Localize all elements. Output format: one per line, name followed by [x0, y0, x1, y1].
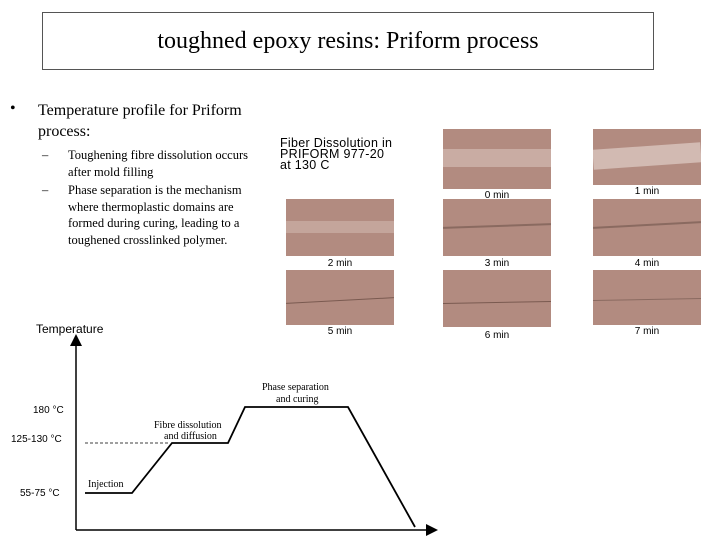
caption-1min: 1 min: [634, 186, 660, 197]
photo-4min: [593, 199, 701, 256]
caption-3min: 3 min: [484, 258, 510, 269]
photo-2min: [286, 199, 394, 256]
figure-title-line: PRIFORM 977-20: [280, 147, 385, 161]
caption-5min: 5 min: [327, 326, 353, 337]
subpoint-text: Toughening fibre dissolution occurs after mold filling: [68, 148, 248, 179]
bullet-heading: Temperature profile for Priform process:: [38, 102, 242, 140]
caption-7min: 7 min: [634, 326, 660, 337]
sub-dash: –: [42, 148, 49, 162]
figure-title-line: Fiber Dissolution in: [280, 136, 393, 150]
stage-label-dissolution-1: Fibre dissolution: [154, 420, 222, 431]
subpoint-text: Phase separation is the mechanism where thermoplastic domains are formed during curing, leading to a toughened crosslinked polymer.: [68, 183, 242, 247]
caption-4min: 4 min: [634, 258, 660, 269]
photo-3min: [443, 199, 551, 256]
caption-2min: 2 min: [327, 258, 353, 269]
slide-title: toughned epoxy resins: Priform process: [157, 27, 539, 54]
stage-label-dissolution-2: and diffusion: [164, 431, 217, 442]
temp-label-180: 180 °C: [33, 405, 64, 416]
photo-7min: [593, 270, 701, 325]
temp-label-55-75: 55-75 °C: [20, 488, 60, 499]
stage-label-phase-1: Phase separation: [262, 382, 329, 393]
bullet-symbol: •: [10, 100, 16, 117]
stage-label-phase-2: and curing: [276, 394, 319, 405]
figure-title: [280, 138, 392, 171]
caption-0min: 0 min: [484, 190, 510, 201]
photo-1min: [593, 129, 701, 185]
figure-title-line: at 130 C: [280, 158, 330, 172]
sub-dash: –: [42, 183, 49, 197]
y-axis-label: Temperature: [36, 322, 104, 336]
temp-label-125-130: 125-130 °C: [11, 434, 62, 445]
caption-6min: 6 min: [484, 330, 510, 341]
title-box: [42, 12, 654, 70]
photo-0min: [443, 129, 551, 189]
temperature-profile-diagram: [0, 310, 460, 540]
stage-label-injection: Injection: [88, 479, 124, 490]
temperature-profile-line: [85, 407, 415, 527]
